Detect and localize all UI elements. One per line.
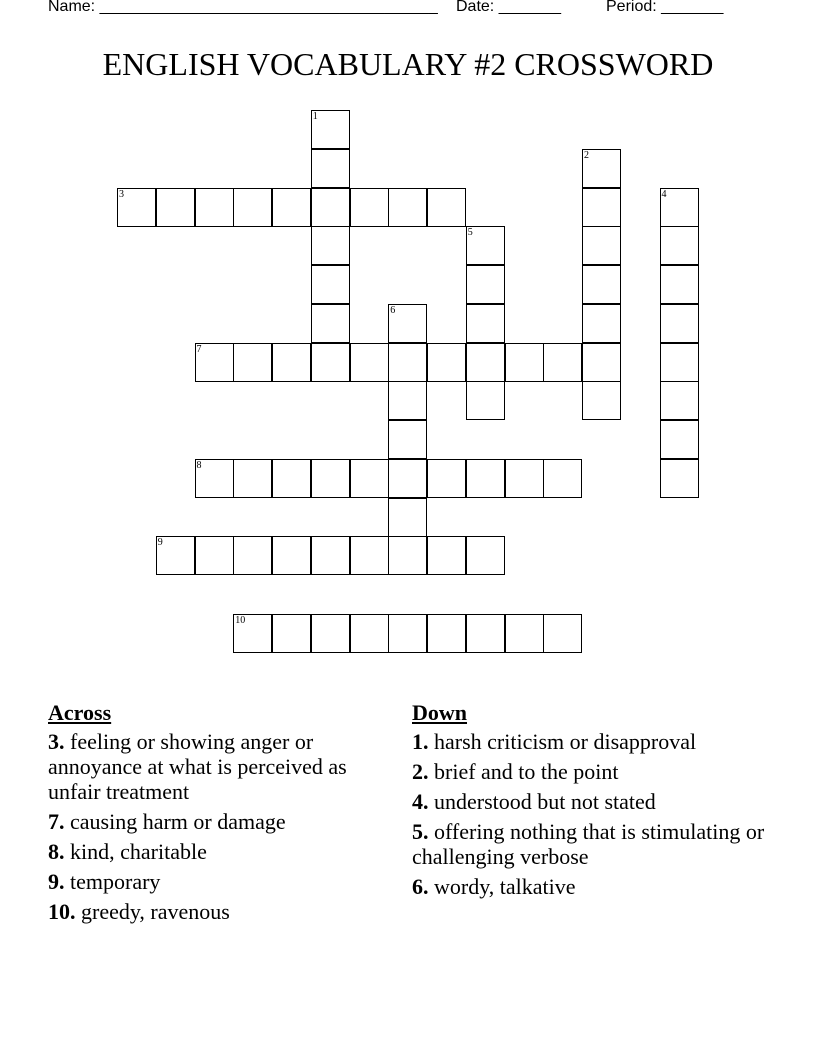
crossword-cell[interactable] <box>505 459 544 498</box>
clue-across-7 <box>48 809 400 834</box>
crossword-cell[interactable] <box>388 188 427 227</box>
crossword-cell[interactable] <box>582 381 621 420</box>
down-heading: Down <box>412 700 468 725</box>
clue-down-6 <box>412 874 772 899</box>
clue-text: feeling or showing anger or annoyance at what is perceived as unfair treatment <box>48 729 347 804</box>
crossword-cell[interactable] <box>311 226 350 265</box>
crossword-cell[interactable] <box>466 343 505 382</box>
clue-text: wordy, talkative <box>434 874 576 899</box>
crossword-cell[interactable] <box>660 188 699 227</box>
crossword-cell[interactable] <box>466 381 505 420</box>
crossword-cell[interactable] <box>311 536 350 575</box>
crossword-cell[interactable] <box>582 149 621 188</box>
page-title: ENGLISH VOCABULARY #2 CROSSWORD <box>102 46 714 82</box>
crossword-cell[interactable] <box>388 614 427 653</box>
crossword-cell[interactable] <box>350 536 389 575</box>
crossword-cell[interactable] <box>660 420 699 459</box>
crossword-cell[interactable] <box>505 343 544 382</box>
crossword-cell[interactable] <box>660 459 699 498</box>
clue-number: 3. <box>48 729 65 754</box>
crossword-cell[interactable] <box>466 265 505 304</box>
crossword-cell[interactable] <box>660 265 699 304</box>
crossword-cell[interactable] <box>156 536 195 575</box>
cell-number: 3 <box>119 188 124 200</box>
crossword-cell[interactable] <box>505 614 544 653</box>
crossword-cell[interactable] <box>388 304 427 343</box>
cell-number: 6 <box>390 304 396 316</box>
crossword-cell[interactable] <box>582 226 621 265</box>
crossword-cell[interactable] <box>350 459 389 498</box>
crossword-cell[interactable] <box>388 536 427 575</box>
crossword-cell[interactable] <box>466 304 505 343</box>
crossword-cell[interactable] <box>311 459 350 498</box>
cell-number: 2 <box>584 149 589 161</box>
clue-text: kind, charitable <box>70 839 207 864</box>
crossword-cell[interactable] <box>156 188 195 227</box>
clue-down-4 <box>412 789 772 814</box>
crossword-cell[interactable] <box>272 188 311 227</box>
crossword-cell[interactable] <box>427 614 466 653</box>
clue-down-1 <box>412 729 772 754</box>
clue-text: temporary <box>70 869 161 894</box>
crossword-cell[interactable] <box>311 614 350 653</box>
cell-number: 8 <box>196 459 202 471</box>
cell-number: 10 <box>235 614 246 626</box>
crossword-cell[interactable] <box>311 265 350 304</box>
crossword-cell[interactable] <box>582 188 621 227</box>
clue-number: 5. <box>412 819 429 844</box>
crossword-cell[interactable] <box>388 381 427 420</box>
crossword-cell[interactable] <box>272 343 311 382</box>
clue-text: brief and to the point <box>434 759 619 784</box>
crossword-cell[interactable] <box>272 459 311 498</box>
cell-number: 5 <box>467 227 473 239</box>
clue-down-5 <box>412 819 772 869</box>
crossword-cell[interactable] <box>195 188 234 227</box>
crossword-cell[interactable] <box>311 343 350 382</box>
clue-number: 9. <box>48 869 65 894</box>
cell-number: 1 <box>312 111 318 122</box>
crossword-cell[interactable] <box>427 188 466 227</box>
cell-number: 4 <box>661 188 667 200</box>
crossword-cell[interactable] <box>582 265 621 304</box>
crossword-cell[interactable] <box>388 498 427 537</box>
crossword-cell[interactable] <box>272 614 311 653</box>
crossword-cell[interactable] <box>117 188 156 227</box>
across-clues <box>48 700 400 929</box>
crossword-cell[interactable] <box>233 459 272 498</box>
crossword-cell[interactable] <box>543 459 582 498</box>
clue-across-8 <box>48 839 400 864</box>
cell-number: 7 <box>196 343 202 355</box>
crossword-cell[interactable] <box>311 149 350 188</box>
crossword-cell[interactable] <box>195 459 234 498</box>
clue-number: 8. <box>48 839 65 864</box>
clue-across-9 <box>48 869 400 894</box>
crossword-cell[interactable] <box>543 614 582 653</box>
down-clues <box>412 700 772 904</box>
crossword-cell[interactable] <box>350 343 389 382</box>
crossword-cell[interactable] <box>582 304 621 343</box>
crossword-cell[interactable] <box>427 343 466 382</box>
crossword-cell[interactable] <box>582 343 621 382</box>
clue-number: 7. <box>48 809 65 834</box>
crossword-cell[interactable] <box>195 343 234 382</box>
clue-number: 10. <box>48 899 76 924</box>
crossword-cell[interactable] <box>660 304 699 343</box>
cell-number: 9 <box>157 537 163 549</box>
period-field[interactable]: Period: _______ <box>606 0 724 15</box>
crossword-cell[interactable] <box>543 343 582 382</box>
crossword-cell[interactable] <box>311 304 350 343</box>
crossword-cell[interactable] <box>660 226 699 265</box>
clue-number: 4. <box>412 789 429 814</box>
clue-across-10 <box>48 899 400 924</box>
crossword-cell[interactable] <box>466 614 505 653</box>
crossword-cell[interactable] <box>388 459 427 498</box>
crossword-cell[interactable] <box>350 188 389 227</box>
crossword-cell[interactable] <box>388 343 427 382</box>
name-field[interactable]: Name: ______________________________________ <box>48 0 438 15</box>
crossword-cell[interactable] <box>233 188 272 227</box>
across-heading: Across <box>48 700 112 725</box>
crossword-cell[interactable] <box>660 343 699 382</box>
crossword-cell[interactable] <box>350 614 389 653</box>
crossword-cell[interactable] <box>311 110 350 149</box>
crossword-cell[interactable] <box>427 459 466 498</box>
clue-number: 2. <box>412 759 429 784</box>
crossword-cell[interactable] <box>195 536 234 575</box>
crossword-cell[interactable] <box>660 381 699 420</box>
crossword-cell[interactable] <box>272 536 311 575</box>
crossword-cell[interactable] <box>466 536 505 575</box>
clue-text: harsh criticism or disapproval <box>434 729 697 754</box>
clue-text: greedy, ravenous <box>81 899 230 924</box>
date-field[interactable]: Date: _______ <box>456 0 561 15</box>
crossword-cell[interactable] <box>466 226 505 265</box>
crossword-cell[interactable] <box>388 420 427 459</box>
clue-number: 6. <box>412 874 429 899</box>
crossword-cell[interactable] <box>466 459 505 498</box>
clue-down-2 <box>412 759 772 784</box>
crossword-cell[interactable] <box>427 536 466 575</box>
crossword-cell[interactable] <box>311 188 350 227</box>
clue-text: causing harm or damage <box>70 809 286 834</box>
clue-text: understood but not stated <box>434 789 656 814</box>
clue-number: 1. <box>412 729 429 754</box>
crossword-cell[interactable] <box>233 614 272 653</box>
clue-across-3 <box>48 729 400 804</box>
crossword-cell[interactable] <box>233 536 272 575</box>
crossword-cell[interactable] <box>233 343 272 382</box>
clue-text: offering nothing that is stimulating or challenging verbose <box>412 819 765 869</box>
